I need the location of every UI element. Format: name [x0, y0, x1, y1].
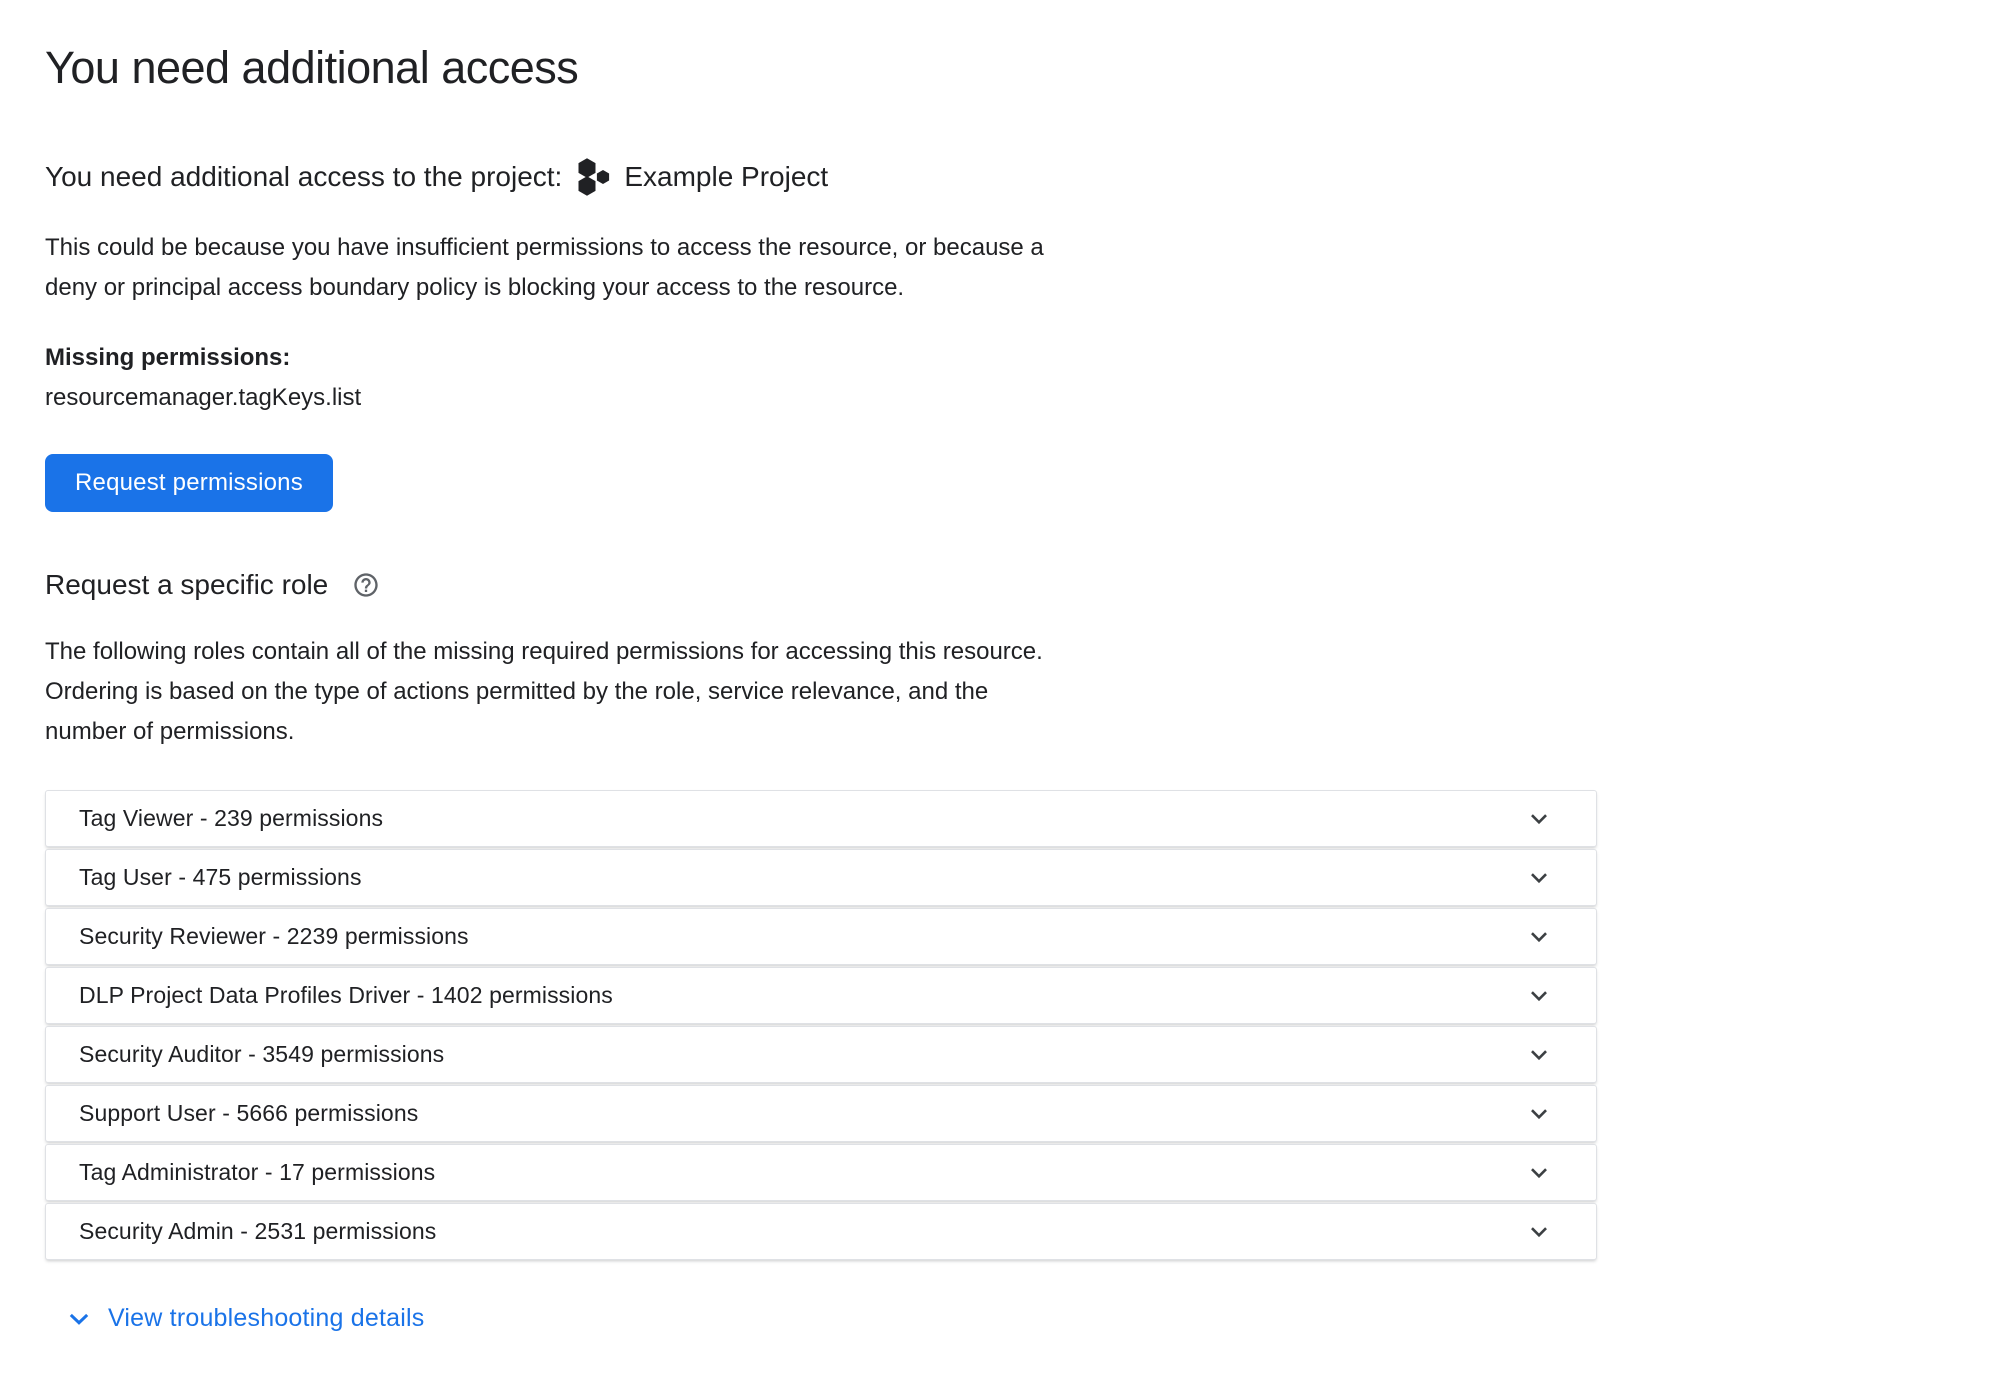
- role-label: Security Admin - 2531 permissions: [79, 1218, 437, 1244]
- view-troubleshooting-details-link[interactable]: [65, 1304, 424, 1333]
- chevron-down-icon[interactable]: [1526, 983, 1552, 1009]
- help-outline-icon[interactable]: [352, 571, 380, 599]
- role-row-security-admin[interactable]: [45, 1203, 1597, 1260]
- project-access-heading: [45, 158, 1999, 196]
- role-row-security-reviewer[interactable]: [45, 908, 1597, 965]
- chevron-down-icon[interactable]: [1526, 865, 1552, 891]
- role-section-heading-wrap: [45, 566, 1999, 604]
- chevron-down-icon[interactable]: [1526, 924, 1552, 950]
- troubleshooting-link-label: View troubleshooting details: [108, 1304, 425, 1332]
- project-access-heading-text: You need additional access to the project:: [45, 161, 563, 192]
- role-label: Tag Administrator - 17 permissions: [79, 1159, 436, 1185]
- role-section-heading: Request a specific role: [45, 569, 329, 600]
- project-chip: [576, 158, 828, 196]
- chevron-down-icon[interactable]: [1526, 1042, 1552, 1068]
- role-row-security-auditor[interactable]: [45, 1026, 1597, 1083]
- role-row-tag-viewer[interactable]: [45, 790, 1597, 847]
- missing-permission-value: resourcemanager.tagKeys.list: [45, 384, 362, 411]
- role-label: Security Reviewer - 2239 permissions: [79, 923, 469, 949]
- access-description: This could be because you have insufficient permissions to access the resource, or because a deny or principal access boundary policy is blocking your access to the resource.: [45, 234, 1044, 301]
- role-label: Tag Viewer - 239 permissions: [79, 805, 384, 831]
- role-row-dlp-project-data-profiles-driver[interactable]: [45, 967, 1597, 1024]
- chevron-down-icon: [65, 1305, 93, 1333]
- project-hexagons-icon: [576, 158, 612, 196]
- page-title: You need additional access: [45, 42, 579, 93]
- chevron-down-icon[interactable]: [1526, 1160, 1552, 1186]
- chevron-down-icon[interactable]: [1526, 806, 1552, 832]
- request-permissions-button[interactable]: Request permissions: [45, 454, 333, 512]
- role-list: [45, 790, 1597, 1260]
- missing-permissions-block: [45, 338, 1999, 418]
- role-label: Support User - 5666 permissions: [79, 1100, 419, 1126]
- role-row-tag-administrator[interactable]: [45, 1144, 1597, 1201]
- project-name: Example Project: [624, 161, 829, 192]
- role-label: Tag User - 475 permissions: [79, 864, 362, 890]
- role-label: Security Auditor - 3549 permissions: [79, 1041, 445, 1067]
- role-label: DLP Project Data Profiles Driver - 1402 permissions: [79, 982, 613, 1008]
- role-section-description: The following roles contain all of the missing required permissions for accessing this resource. Ordering is based on the type of actions permitted by the role, service relevance, and the number of permissions.: [45, 638, 1043, 745]
- role-row-tag-user[interactable]: [45, 849, 1597, 906]
- missing-permissions-label: Missing permissions:: [45, 344, 291, 371]
- role-row-support-user[interactable]: [45, 1085, 1597, 1142]
- chevron-down-icon[interactable]: [1526, 1219, 1552, 1245]
- chevron-down-icon[interactable]: [1526, 1101, 1552, 1127]
